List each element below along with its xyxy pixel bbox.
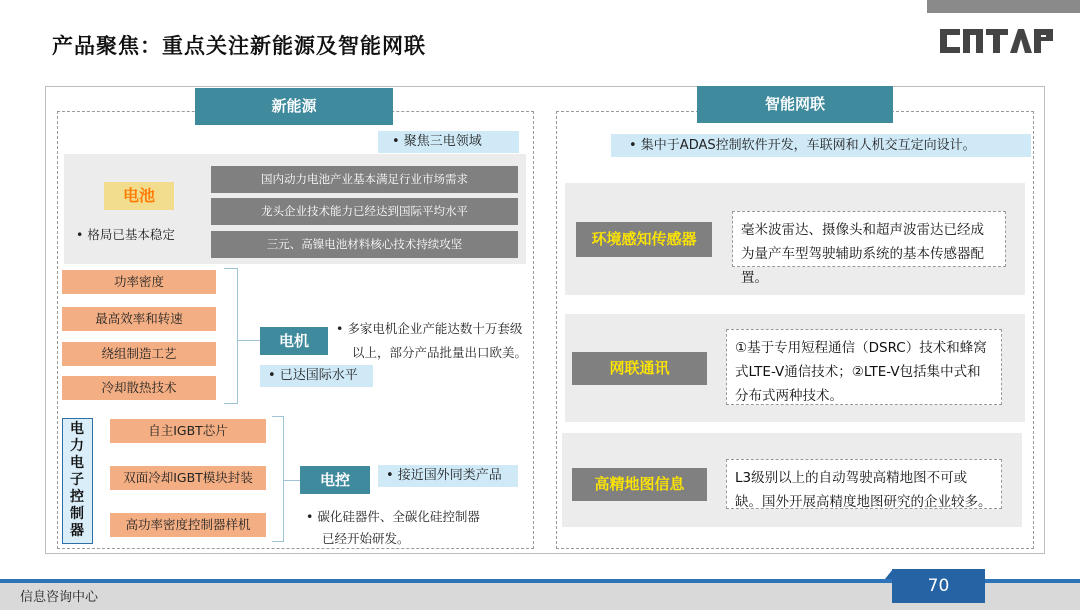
motor-bracket-tick xyxy=(238,340,260,341)
battery-note: • 格局已基本稳定 xyxy=(76,227,175,242)
footer-text: 信息咨询中心 xyxy=(20,590,99,605)
network-label: 网联通讯 xyxy=(572,352,707,385)
sensor-text: 毫米波雷达、摄像头和超声波雷达已经成为量产车型驾驶辅助系统的基本传感器配置。 xyxy=(732,211,1006,267)
controller-note-line1: • 碳化硅器件、全碳化硅控制器 xyxy=(306,509,480,524)
motor-item-3: 绕组制造工艺 xyxy=(62,342,216,366)
controller-item-1: 自主IGBT芯片 xyxy=(110,419,266,443)
motor-item-2: 最高效率和转速 xyxy=(62,307,216,331)
intelligent-connected-header: 智能网联 xyxy=(697,86,893,123)
new-energy-header: 新能源 xyxy=(195,88,393,125)
network-text: ①基于专用短程通信（DSRC）技术和蜂窝式LTE-V通信技术；②LTE-V包括集中式和分布式两种技术。 xyxy=(726,329,1002,405)
motor-item-4: 冷却散热技术 xyxy=(62,376,216,400)
battery-label: 电池 xyxy=(104,182,174,210)
controller-bracket xyxy=(272,416,284,542)
battery-bar-1: 国内动力电池产业基本满足行业市场需求 xyxy=(211,166,518,193)
controller-note-line2: 已经开始研发。 xyxy=(322,531,410,546)
focus-three-electric: • 聚焦三电领域 xyxy=(378,131,519,153)
motor-label: 电机 xyxy=(260,327,328,355)
controller-label: 电控 xyxy=(300,466,370,494)
motor-note-line2: 以上，部分产品批量出口欧美。 xyxy=(352,345,528,360)
controller-side-label: 电力电子控制器 xyxy=(70,421,84,539)
page-number: 70 xyxy=(892,569,985,603)
hd-map-label: 高精地图信息 xyxy=(572,468,707,501)
controller-badge: • 接近国外同类产品 xyxy=(378,465,518,487)
motor-badge: • 已达国际水平 xyxy=(260,365,373,387)
top-accent-bar xyxy=(927,0,1080,13)
battery-bar-2: 龙头企业技术能力已经达到国际平均水平 xyxy=(211,198,518,225)
page-title: 产品聚焦：重点关注新能源及智能网联 xyxy=(52,34,426,58)
sensor-label: 环境感知传感器 xyxy=(576,222,712,257)
motor-bracket xyxy=(224,268,238,404)
battery-bar-3: 三元、高镍电池材料核心技术持续攻坚 xyxy=(211,231,518,258)
controller-item-2: 双面冷却IGBT模块封装 xyxy=(110,466,266,490)
hd-map-text: L3级别以上的自动驾驶高精地图不可或缺。国外开展高精度地图研究的企业较多。 xyxy=(726,459,1002,509)
motor-note-line1: • 多家电机企业产能达数十万套级 xyxy=(336,321,523,336)
motor-item-1: 功率密度 xyxy=(62,270,216,294)
controller-item-3: 高功率密度控制器样机 xyxy=(110,513,266,537)
cnt-logo xyxy=(938,27,1058,55)
adas-focus: • 集中于ADAS控制软件开发，车联网和人机交互定向设计。 xyxy=(611,134,1031,157)
controller-bracket-tick xyxy=(284,480,300,481)
